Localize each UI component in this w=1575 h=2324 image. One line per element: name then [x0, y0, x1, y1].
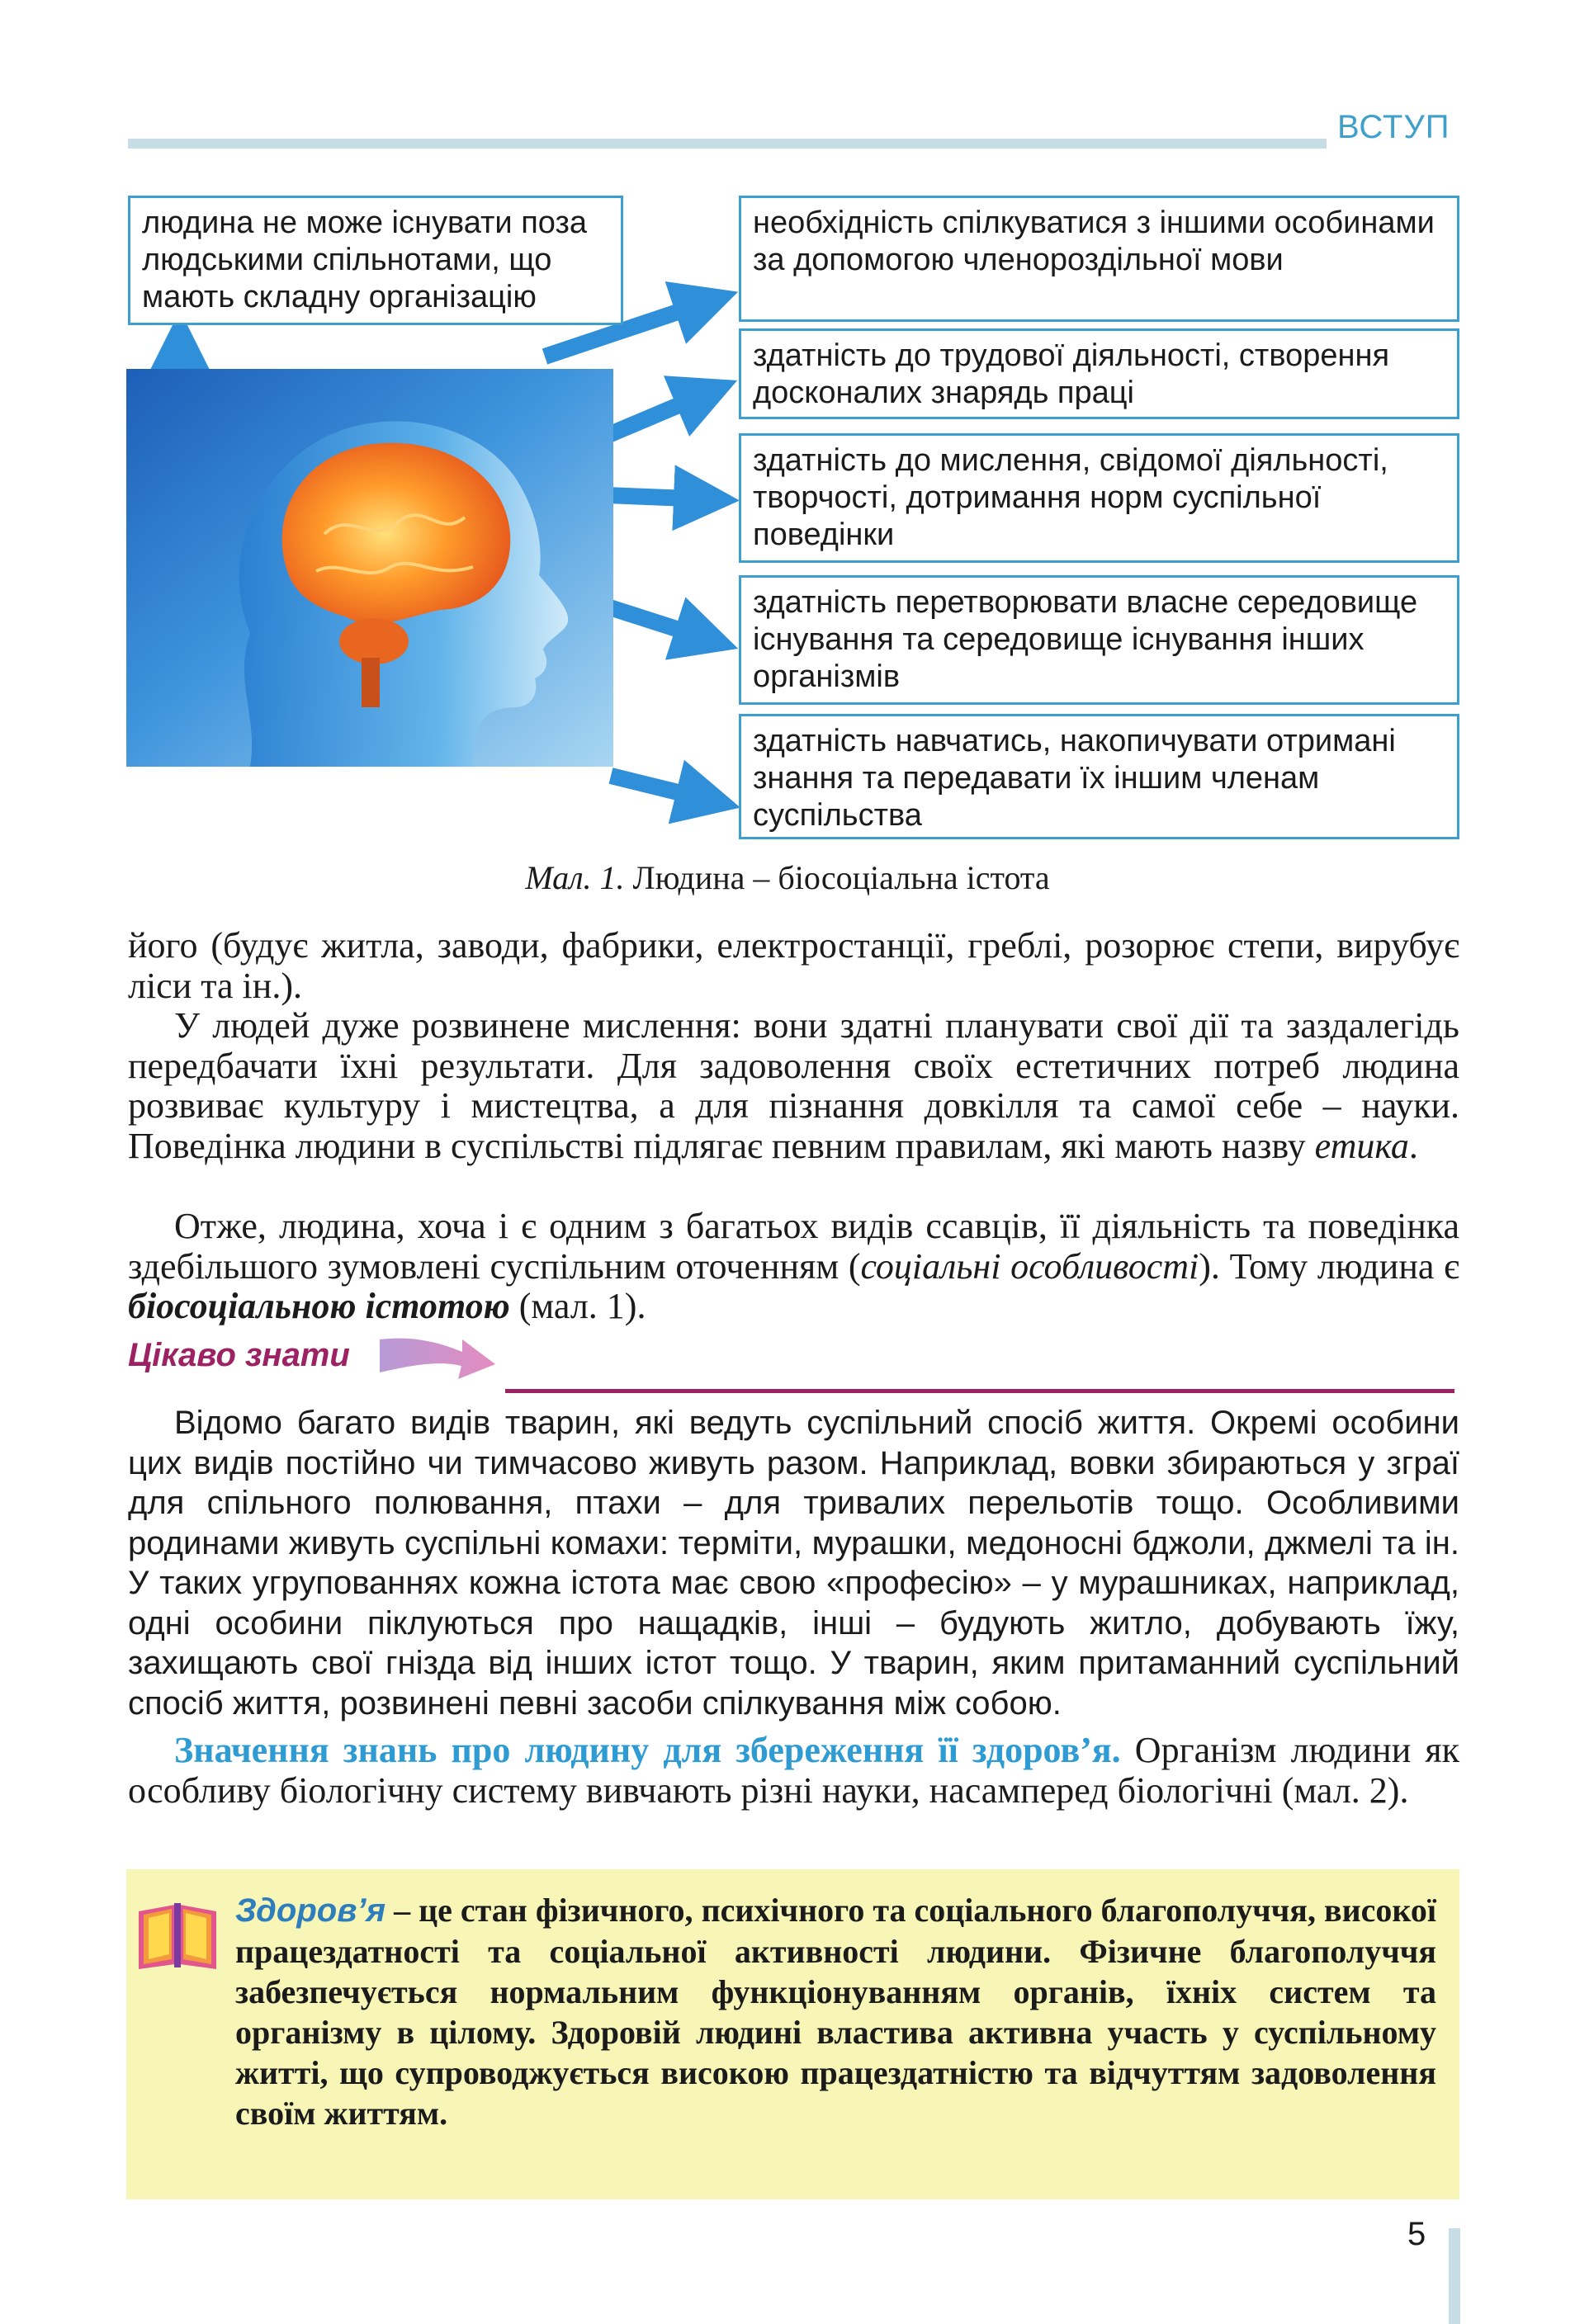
- figure-box-1: необхідність спілкуватися з іншими особинами за допомогою членороздільної мови: [739, 196, 1459, 322]
- arrow-5: [611, 776, 712, 801]
- section-title: ВСТУП: [1337, 109, 1450, 145]
- figure-box-4: здатність перетворювати власне середовище існування та середовище існування інших організмів: [739, 575, 1459, 705]
- paragraph-2-text: У людей дуже розвинене мислення: вони здатні планувати свої дії та заздалегідь передбачати їхні результати. Для задоволення своїх естетичних потреб людина розвиває культуру і мистецтва, а для пізнання довкілля та самої себе – науки. Поведінка людини в суспільстві підлягає певним правилам, які мають назву: [128, 1005, 1459, 1166]
- figure-box-5: здатність навчатись, накопичувати отримані знання та передавати їх іншим членам суспільства: [739, 714, 1459, 839]
- interesting-arrow-icon: [376, 1331, 499, 1381]
- figure-left-box: людина не може існувати поза людськими спільнотами, що мають складну організацію: [128, 196, 623, 325]
- paragraph-3-a: Отже, людина, хоча і є одним з багатьох видів ссавців, її діяльність та поведінка здебільшого зумовлені суспільним оточенням (: [128, 1206, 1459, 1287]
- paragraph-2: У людей дуже розвинене мислення: вони здатні планувати свої дії та заздалегідь передбачати їхні результати. Для задоволення своїх естетичних потреб людина розвиває культуру і мистецтва, а для пізнання довкілля та самої себе – науки. Поведінка людини в суспільстві підлягає певним правилам, які мають назву етика.: [128, 1005, 1459, 1166]
- figure-box-2: здатність до трудової діяльності, створення досконалих знарядь праці: [739, 328, 1459, 419]
- figure-box-3: здатність до мислення, свідомої діяльності, творчості, дотримання норм суспільної поведінки: [739, 433, 1459, 563]
- paragraph-3: [128, 1207, 1459, 1327]
- term-biosocial: біосоціальною істотою: [128, 1286, 510, 1326]
- caption-text: Людина – біосоціальна істота: [632, 859, 1050, 896]
- definition-body: – це стан фізичного, психічного та соціального благополуччя, високої працездатності та соціальної активності людини. Фізичне благополуччя забезпечується нормальним функціонуванням органів, їхніх систем та організму в цілому. Здоровій людині властива активна участь у суспільному житті, що супроводжується високою працездатністю та відчуттям задоволення своїм життям.: [235, 1892, 1437, 2132]
- page-side-bar: [1449, 2228, 1460, 2324]
- definition-text: [235, 1890, 1436, 2133]
- definition-term: Здоров’я: [235, 1892, 386, 1929]
- section2-paragraph: [128, 1731, 1459, 1811]
- interesting-heading: Цікаво знати: [128, 1337, 350, 1373]
- arrow-3: [607, 495, 710, 499]
- caption-label: Мал. 1.: [525, 859, 625, 896]
- paragraph-3-b: ). Тому людина є: [1199, 1245, 1459, 1287]
- section2-heading: Значення знань про людину для збереження її здоров’я.: [174, 1730, 1121, 1770]
- term-social: соціальні особливості: [860, 1245, 1199, 1287]
- section2-text: Організм людини як особливу біологічну систему вивчають різні науки, насамперед біологічні (мал. 2).: [128, 1730, 1459, 1811]
- paragraph-3-c: (мал. 1).: [518, 1286, 646, 1326]
- figure-caption: [0, 858, 1575, 897]
- interesting-rule: [505, 1389, 1454, 1393]
- book-icon: [132, 1897, 223, 1971]
- arrow-2: [603, 392, 710, 437]
- brain-head-image: [126, 369, 613, 767]
- paragraph-1: його (будує житла, заводи, фабрики, електростанції, греблі, розорює степи, вирубує ліси та ін.).: [128, 925, 1459, 1006]
- interesting-text: Відомо багато видів тварин, які ведуть суспільний спосіб життя. Окремі особини цих видів постійно чи тимчасово живуть разом. Наприклад, вовки збираються у зграї для спільного полювання, птахи – для тривалих перельотів тощо. Особливими родинами живуть суспільні комахи: терміти, мурашки, медоносні бджоли, джмелі та ін. У таких угрупованнях кожна істота має свою «професію» – у мурашниках, наприклад, одні особини піклуються про нащадків, інші – будують житло, добувають їжу, захищають свої гнізда від інших істот тощо. У тварин, яким притаманний суспільний спосіб життя, розвинені певні засоби спілкування між собою.: [128, 1405, 1459, 1722]
- page-number: 5: [1407, 2216, 1426, 2252]
- term-etika: етика: [1314, 1125, 1409, 1166]
